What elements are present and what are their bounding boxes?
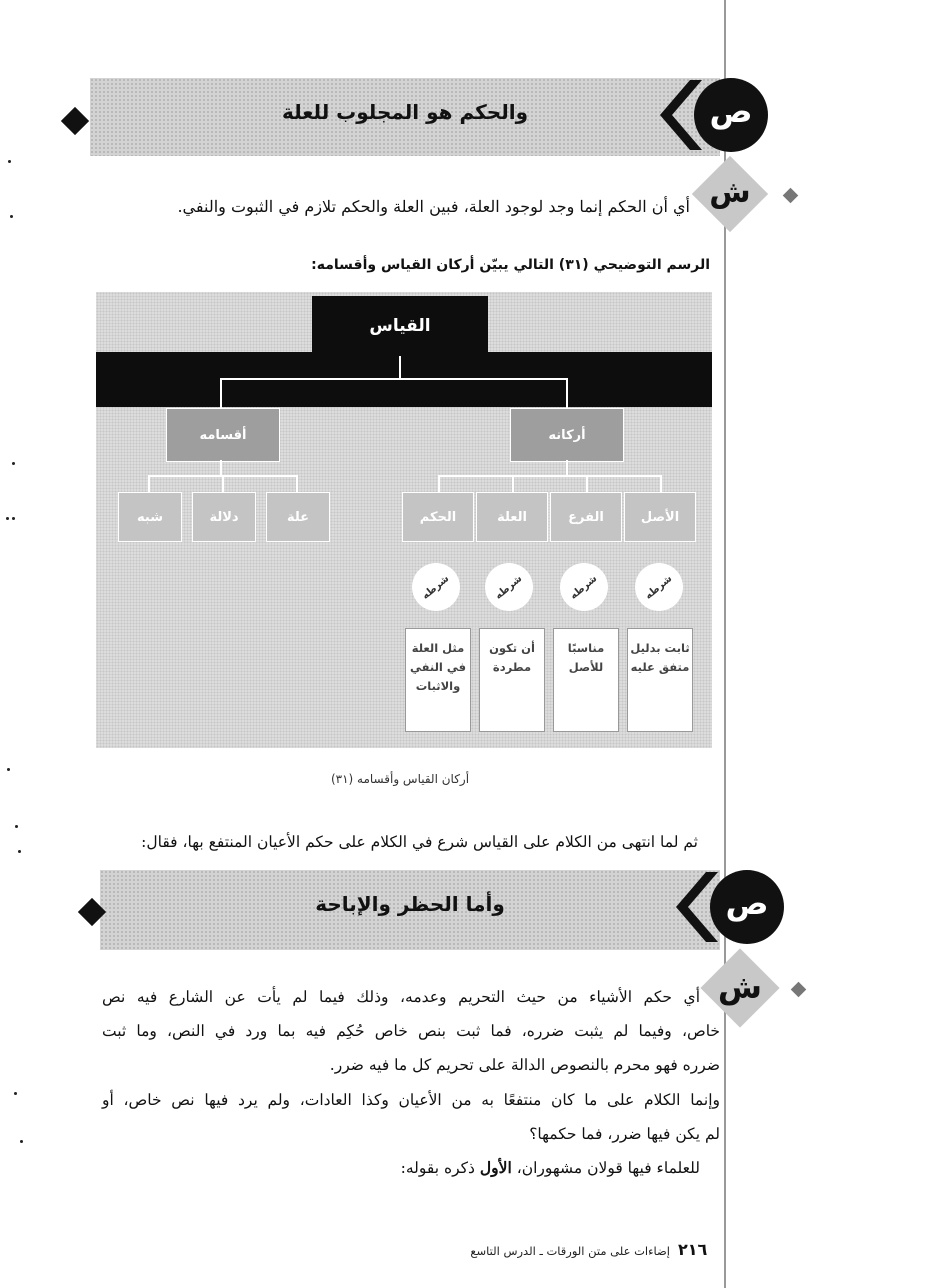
aqsam-leg-2 bbox=[222, 475, 224, 493]
scan-speck bbox=[15, 825, 18, 828]
arkan-item-asl: الأصل bbox=[624, 492, 696, 542]
sharh-line-1: أي حكم الأشياء من حيث التحريم وعدمه، وذلك فيما لم يأت عن الشارع فيه نص bbox=[102, 988, 700, 1006]
arkan-leg-2 bbox=[512, 475, 514, 493]
sharh-line-6-prefix: للعلماء فيها قولان مشهوران، bbox=[516, 1159, 700, 1177]
sharh-line-4: وإنما الكلام على ما كان منتفعًا به من الأعيان وكذا العادات، ولم يرد فيها نص خاص، أو bbox=[102, 1091, 720, 1109]
sharh-marker-label-2: ش bbox=[717, 968, 763, 1006]
transition-text: ثم لما انتهى من الكلام على القياس شرع في الكلام على حكم الأعيان المنتفع بها، فقال: bbox=[141, 833, 698, 851]
root-stem bbox=[399, 356, 401, 378]
aqsam-down bbox=[220, 460, 222, 476]
banner-left-diamond-1 bbox=[61, 107, 89, 135]
arkan-leg-1 bbox=[438, 475, 440, 493]
condition-circle-illa: شرطه bbox=[485, 563, 533, 611]
condition-circle-hukm: شرطه bbox=[412, 563, 460, 611]
aqsam-item-shabah: شبه bbox=[118, 492, 182, 542]
branch-arkan-label: أركانه bbox=[548, 427, 586, 443]
note-far: مناسبًا للأصل bbox=[553, 628, 619, 732]
condition-circle-asl: شرطه bbox=[635, 563, 683, 611]
scan-speck bbox=[7, 768, 10, 771]
section-title-2: وأما الحظر والإباحة bbox=[315, 892, 505, 916]
arkan-item-far: الفرع bbox=[550, 492, 622, 542]
note-asl: ثابت بدليل متفق عليه bbox=[627, 628, 693, 732]
sharh-line-2: خاص، وفيما لم يثبت ضرره، فما ثبت بنص خاص حُكِم فيه بما ورد في النص، وما ثبت bbox=[102, 1022, 720, 1040]
sharh-marker-label-1: ش bbox=[709, 175, 751, 210]
branch-aqsam-label: أقسامه bbox=[199, 427, 247, 443]
note-illa: أن تكون مطردة bbox=[479, 628, 545, 732]
sad-marker-label-2: ص bbox=[725, 884, 769, 922]
sharh-small-diamond-2 bbox=[791, 982, 807, 998]
section-title-1: والحكم هو المجلوب للعلة bbox=[281, 100, 529, 124]
branch-arkan-box bbox=[510, 408, 624, 462]
sharh-line-6-bold: الأول bbox=[479, 1158, 512, 1177]
condition-circle-far: شرطه bbox=[560, 563, 608, 611]
figure-intro: الرسم التوضيحي (٣١) التالي يبيّن أركان القياس وأقسامه: bbox=[311, 257, 710, 273]
arkan-leg-3 bbox=[586, 475, 588, 493]
scan-speck bbox=[8, 160, 11, 163]
sharh-line-3: ضرره فهو محرم بالنصوص الدالة على تحريم كل ما فيه ضرر. bbox=[329, 1056, 720, 1074]
sharh-text-1: أي أن الحكم إنما وجد لوجود العلة، فبين العلة والحكم تلازم في الثبوت والنفي. bbox=[177, 197, 690, 216]
aqsam-leg-1 bbox=[148, 475, 150, 493]
sharh-line-6 bbox=[102, 1151, 700, 1185]
sharh-small-diamond-1 bbox=[783, 188, 799, 204]
scan-speck bbox=[20, 1140, 23, 1143]
scan-speck bbox=[12, 517, 15, 520]
scan-speck bbox=[18, 850, 21, 853]
scan-speck bbox=[10, 215, 13, 218]
sharh-line-5: لم يكن فيها ضرر، فما حكمها؟ bbox=[529, 1125, 720, 1143]
branch-aqsam-box bbox=[166, 408, 280, 462]
running-title: إضاءات على متن الورقات ـ الدرس التاسع bbox=[470, 1244, 670, 1258]
diagram-root-box bbox=[312, 296, 488, 356]
aqsam-leg-3 bbox=[296, 475, 298, 493]
arkan-item-illa: العلة bbox=[476, 492, 548, 542]
scan-speck bbox=[14, 1092, 17, 1095]
scan-speck bbox=[12, 462, 15, 465]
aqsam-item-dalala: دلالة bbox=[192, 492, 256, 542]
aqsam-item-illa: علة bbox=[266, 492, 330, 542]
diagram-root-label: القياس bbox=[369, 316, 431, 336]
sad-marker-label-1: ص bbox=[709, 92, 753, 130]
arkan-leg-4 bbox=[660, 475, 662, 493]
arkan-down bbox=[566, 460, 568, 476]
root-bar bbox=[220, 378, 568, 380]
scan-speck bbox=[6, 517, 9, 520]
aqsam-stem bbox=[220, 378, 222, 410]
sharh-line-6-suffix: ذكره بقوله: bbox=[400, 1159, 475, 1177]
arkan-stem bbox=[566, 378, 568, 410]
arkan-bar bbox=[438, 475, 662, 477]
page-number: ٢١٦ bbox=[678, 1240, 708, 1259]
arkan-item-hukm: الحكم bbox=[402, 492, 474, 542]
note-hukm: مثل العلة في النفي والاثبات bbox=[405, 628, 471, 732]
figure-caption: أركان القياس وأقسامه (٣١) bbox=[330, 772, 470, 786]
